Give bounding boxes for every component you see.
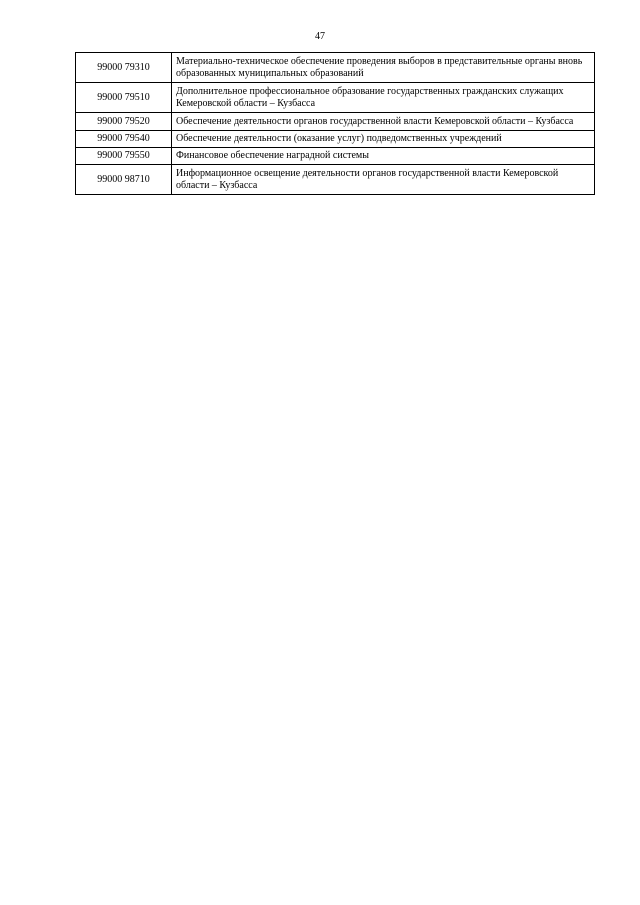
code-cell: 99000 79310 — [76, 53, 172, 83]
table-row — [76, 113, 595, 131]
page-number: 47 — [315, 31, 325, 42]
code-cell: 99000 79520 — [76, 113, 172, 131]
table-row — [76, 148, 595, 165]
table-row — [76, 83, 595, 113]
code-cell: 99000 79550 — [76, 148, 172, 165]
description-cell: Материально-техническое обеспечение проведения выборов в представительные органы вновь образованных муниципальных образований — [172, 53, 595, 83]
description-cell: Дополнительное профессиональное образование государственных гражданских служащих Кемеровской области – Кузбасса — [172, 83, 595, 113]
table-row — [76, 165, 595, 195]
description-cell: Обеспечение деятельности органов государственной власти Кемеровской области – Кузбасса — [172, 113, 595, 131]
code-cell: 99000 79540 — [76, 131, 172, 148]
code-cell: 99000 98710 — [76, 165, 172, 195]
description-cell: Финансовое обеспечение наградной системы — [172, 148, 595, 165]
table-row — [76, 53, 595, 83]
budget-codes-table — [75, 52, 595, 195]
table-row — [76, 131, 595, 148]
description-cell: Обеспечение деятельности (оказание услуг) подведомственных учреждений — [172, 131, 595, 148]
code-cell: 99000 79510 — [76, 83, 172, 113]
description-cell: Информационное освещение деятельности органов государственной власти Кемеровской области – Кузбасса — [172, 165, 595, 195]
